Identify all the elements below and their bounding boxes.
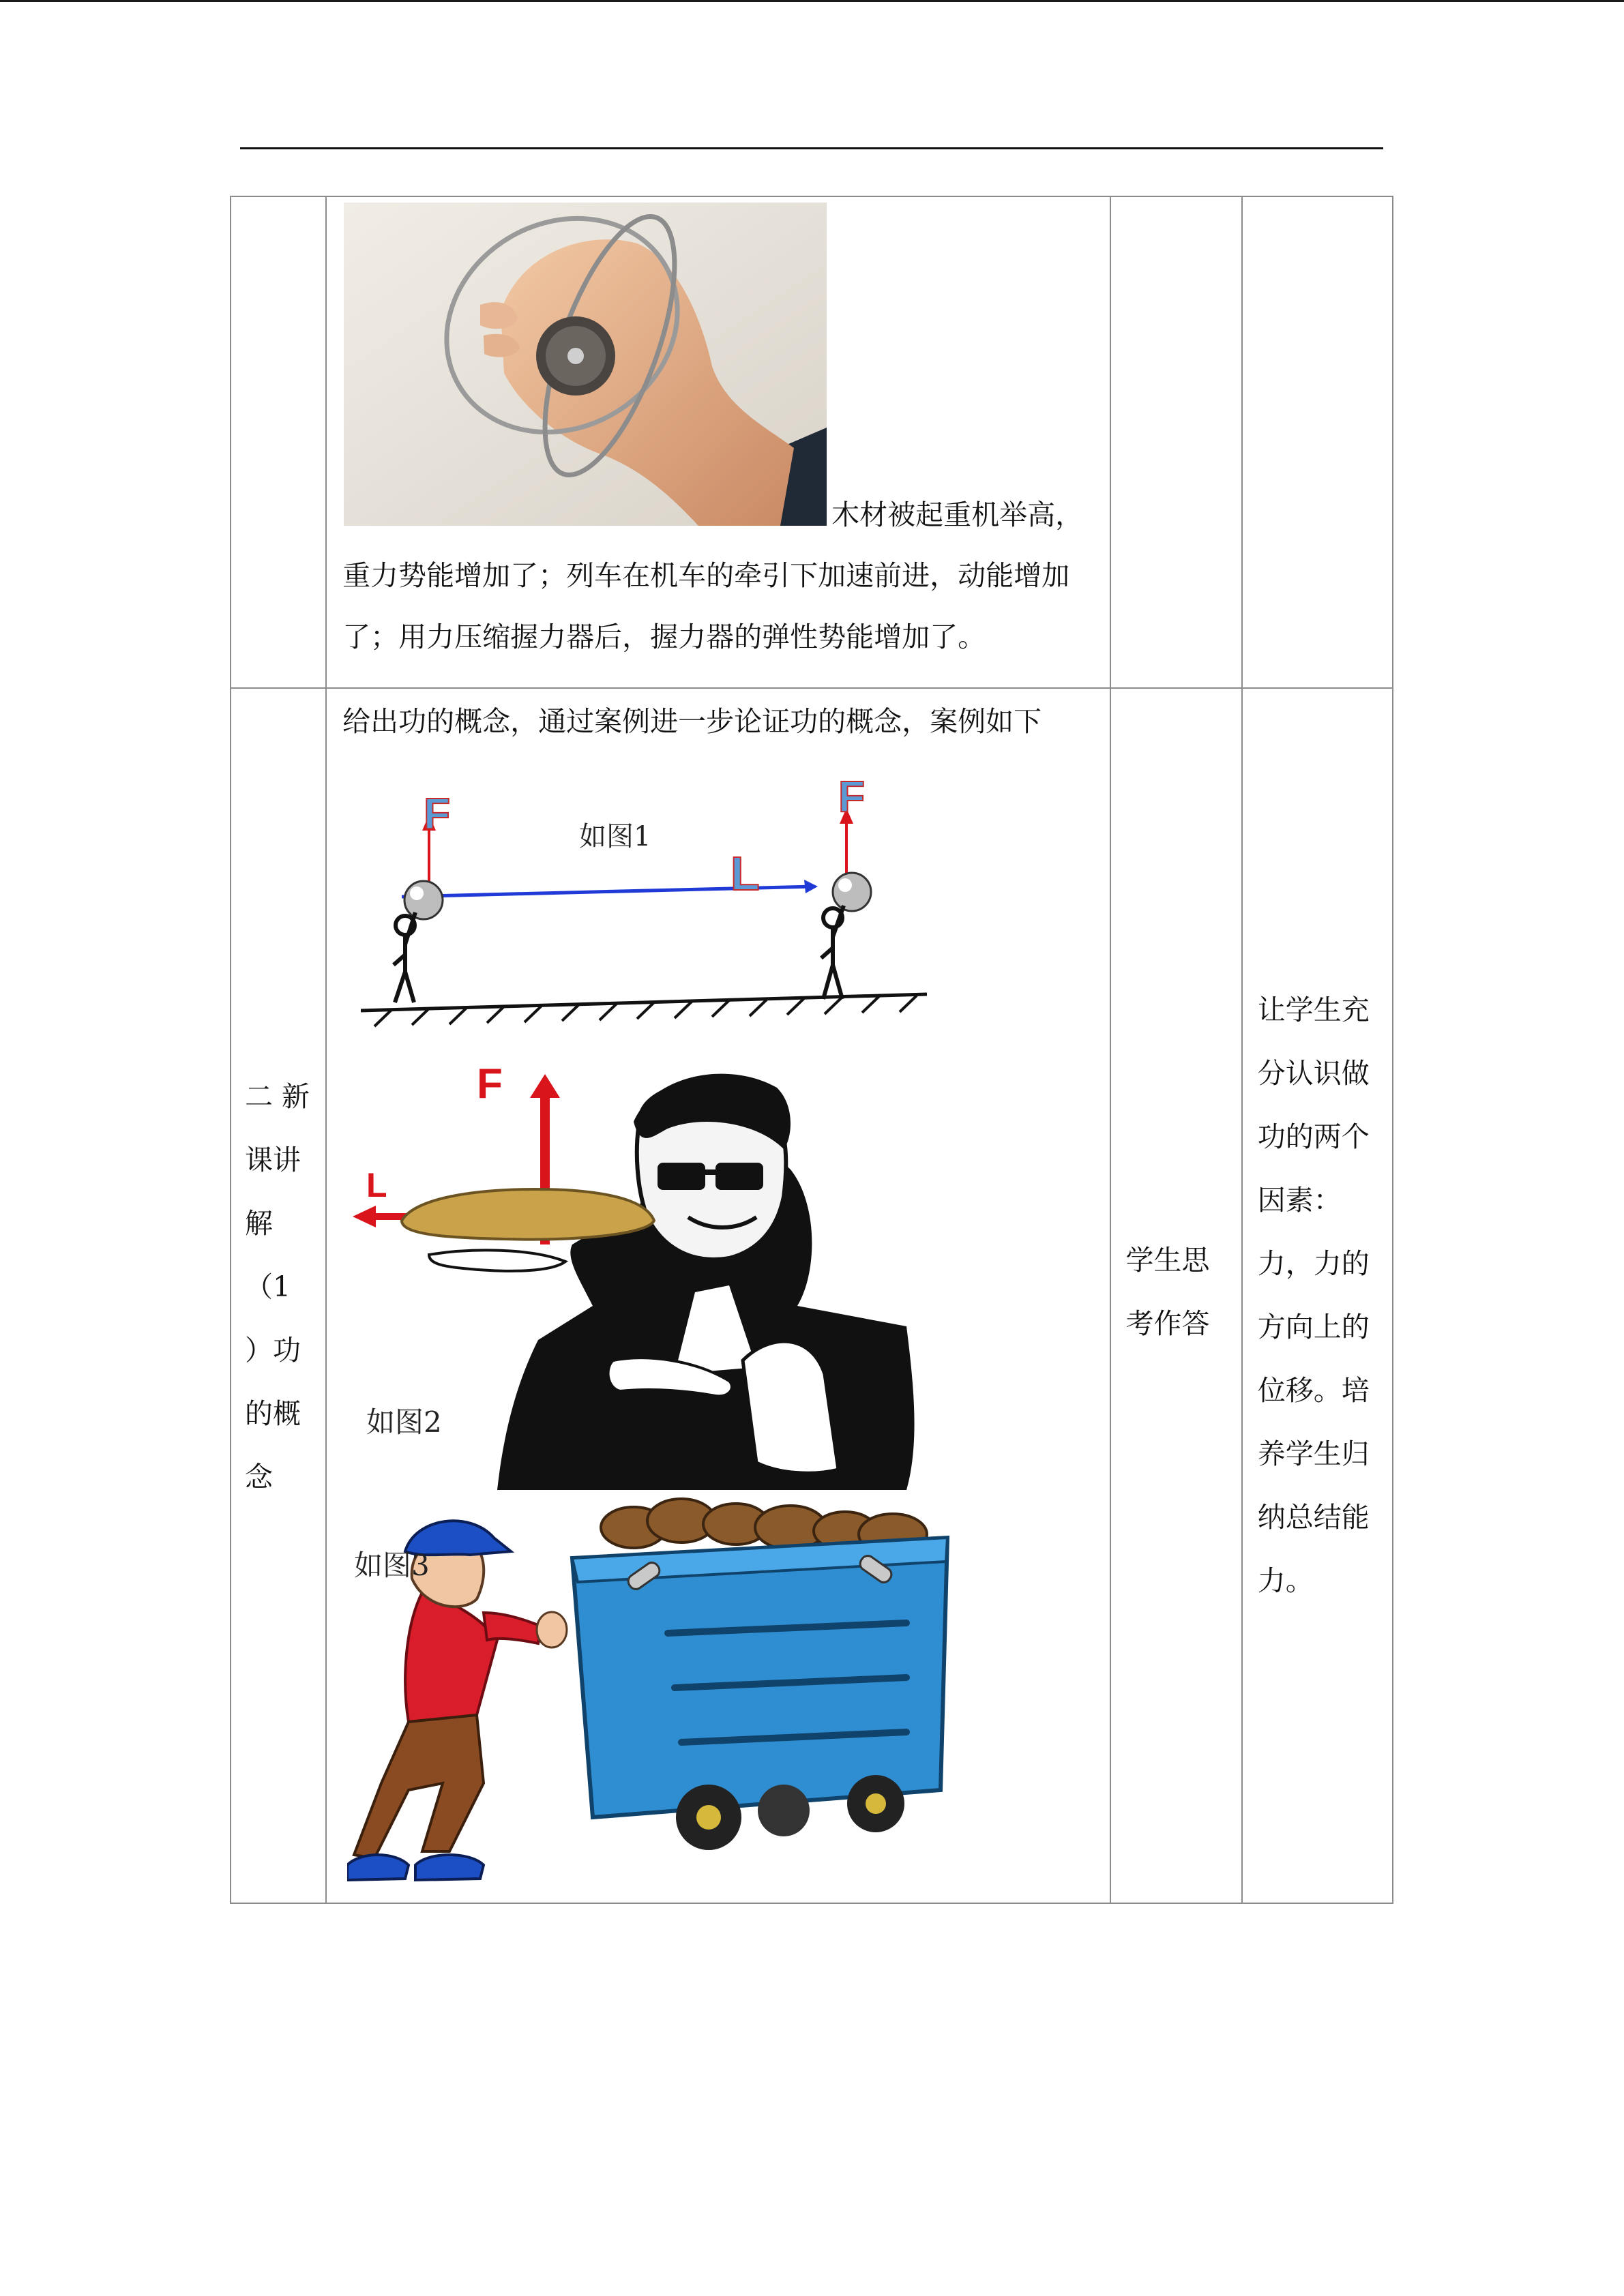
table-row — [231, 688, 1393, 1903]
distance-label: L — [730, 847, 760, 900]
force-label: F — [424, 789, 451, 838]
activity-cell — [1110, 688, 1242, 1903]
paragraph-text: 重力势能增加了；列车在机车的牵引下加速前进，动能增加了；用力压缩握力器后，握力器的弹性势能增加了。 — [342, 559, 1070, 653]
intro-text: 给出功的概念，通过案例进一步论证功的概念，案例如下 — [342, 705, 1042, 738]
content-cell — [326, 196, 1110, 688]
figure-3-cart-pusher — [347, 1497, 961, 1892]
table-row — [231, 196, 1393, 688]
section-title: 二 新 课讲 解 （1 ）功 的概 念 — [245, 1080, 310, 1493]
figure-1-lift-ball — [347, 757, 941, 1043]
section-cell — [231, 196, 326, 688]
hand-grip-photo — [344, 203, 827, 526]
distance-label: L — [366, 1166, 387, 1204]
force-label: F — [838, 772, 866, 821]
student-activity-text: 学生思 考作答 — [1125, 1244, 1210, 1340]
goal-cell — [1242, 196, 1393, 688]
force-label: F — [477, 1060, 503, 1107]
goal-cell — [1242, 688, 1393, 1903]
figure-1-label: 如图1 — [579, 821, 651, 852]
page-top-border — [0, 0, 1624, 2]
figure-2-label: 如图2 — [366, 1405, 442, 1439]
activity-cell — [1110, 196, 1242, 688]
content-cell — [326, 688, 1110, 1903]
paragraph-text: 木材被起重机举高， — [831, 498, 1084, 531]
figure-3-label: 如图3 — [354, 1549, 430, 1582]
figure-2-waiter — [347, 1060, 920, 1490]
header-rule — [240, 147, 1383, 149]
lesson-plan-table — [230, 196, 1393, 1904]
section-cell — [231, 688, 326, 1903]
teaching-goal-text: 让学生充 分认识做 功的两个 因素： 力，力的 方向上的 位移。培 养学生归 纳总结能 力。 — [1257, 994, 1370, 1597]
